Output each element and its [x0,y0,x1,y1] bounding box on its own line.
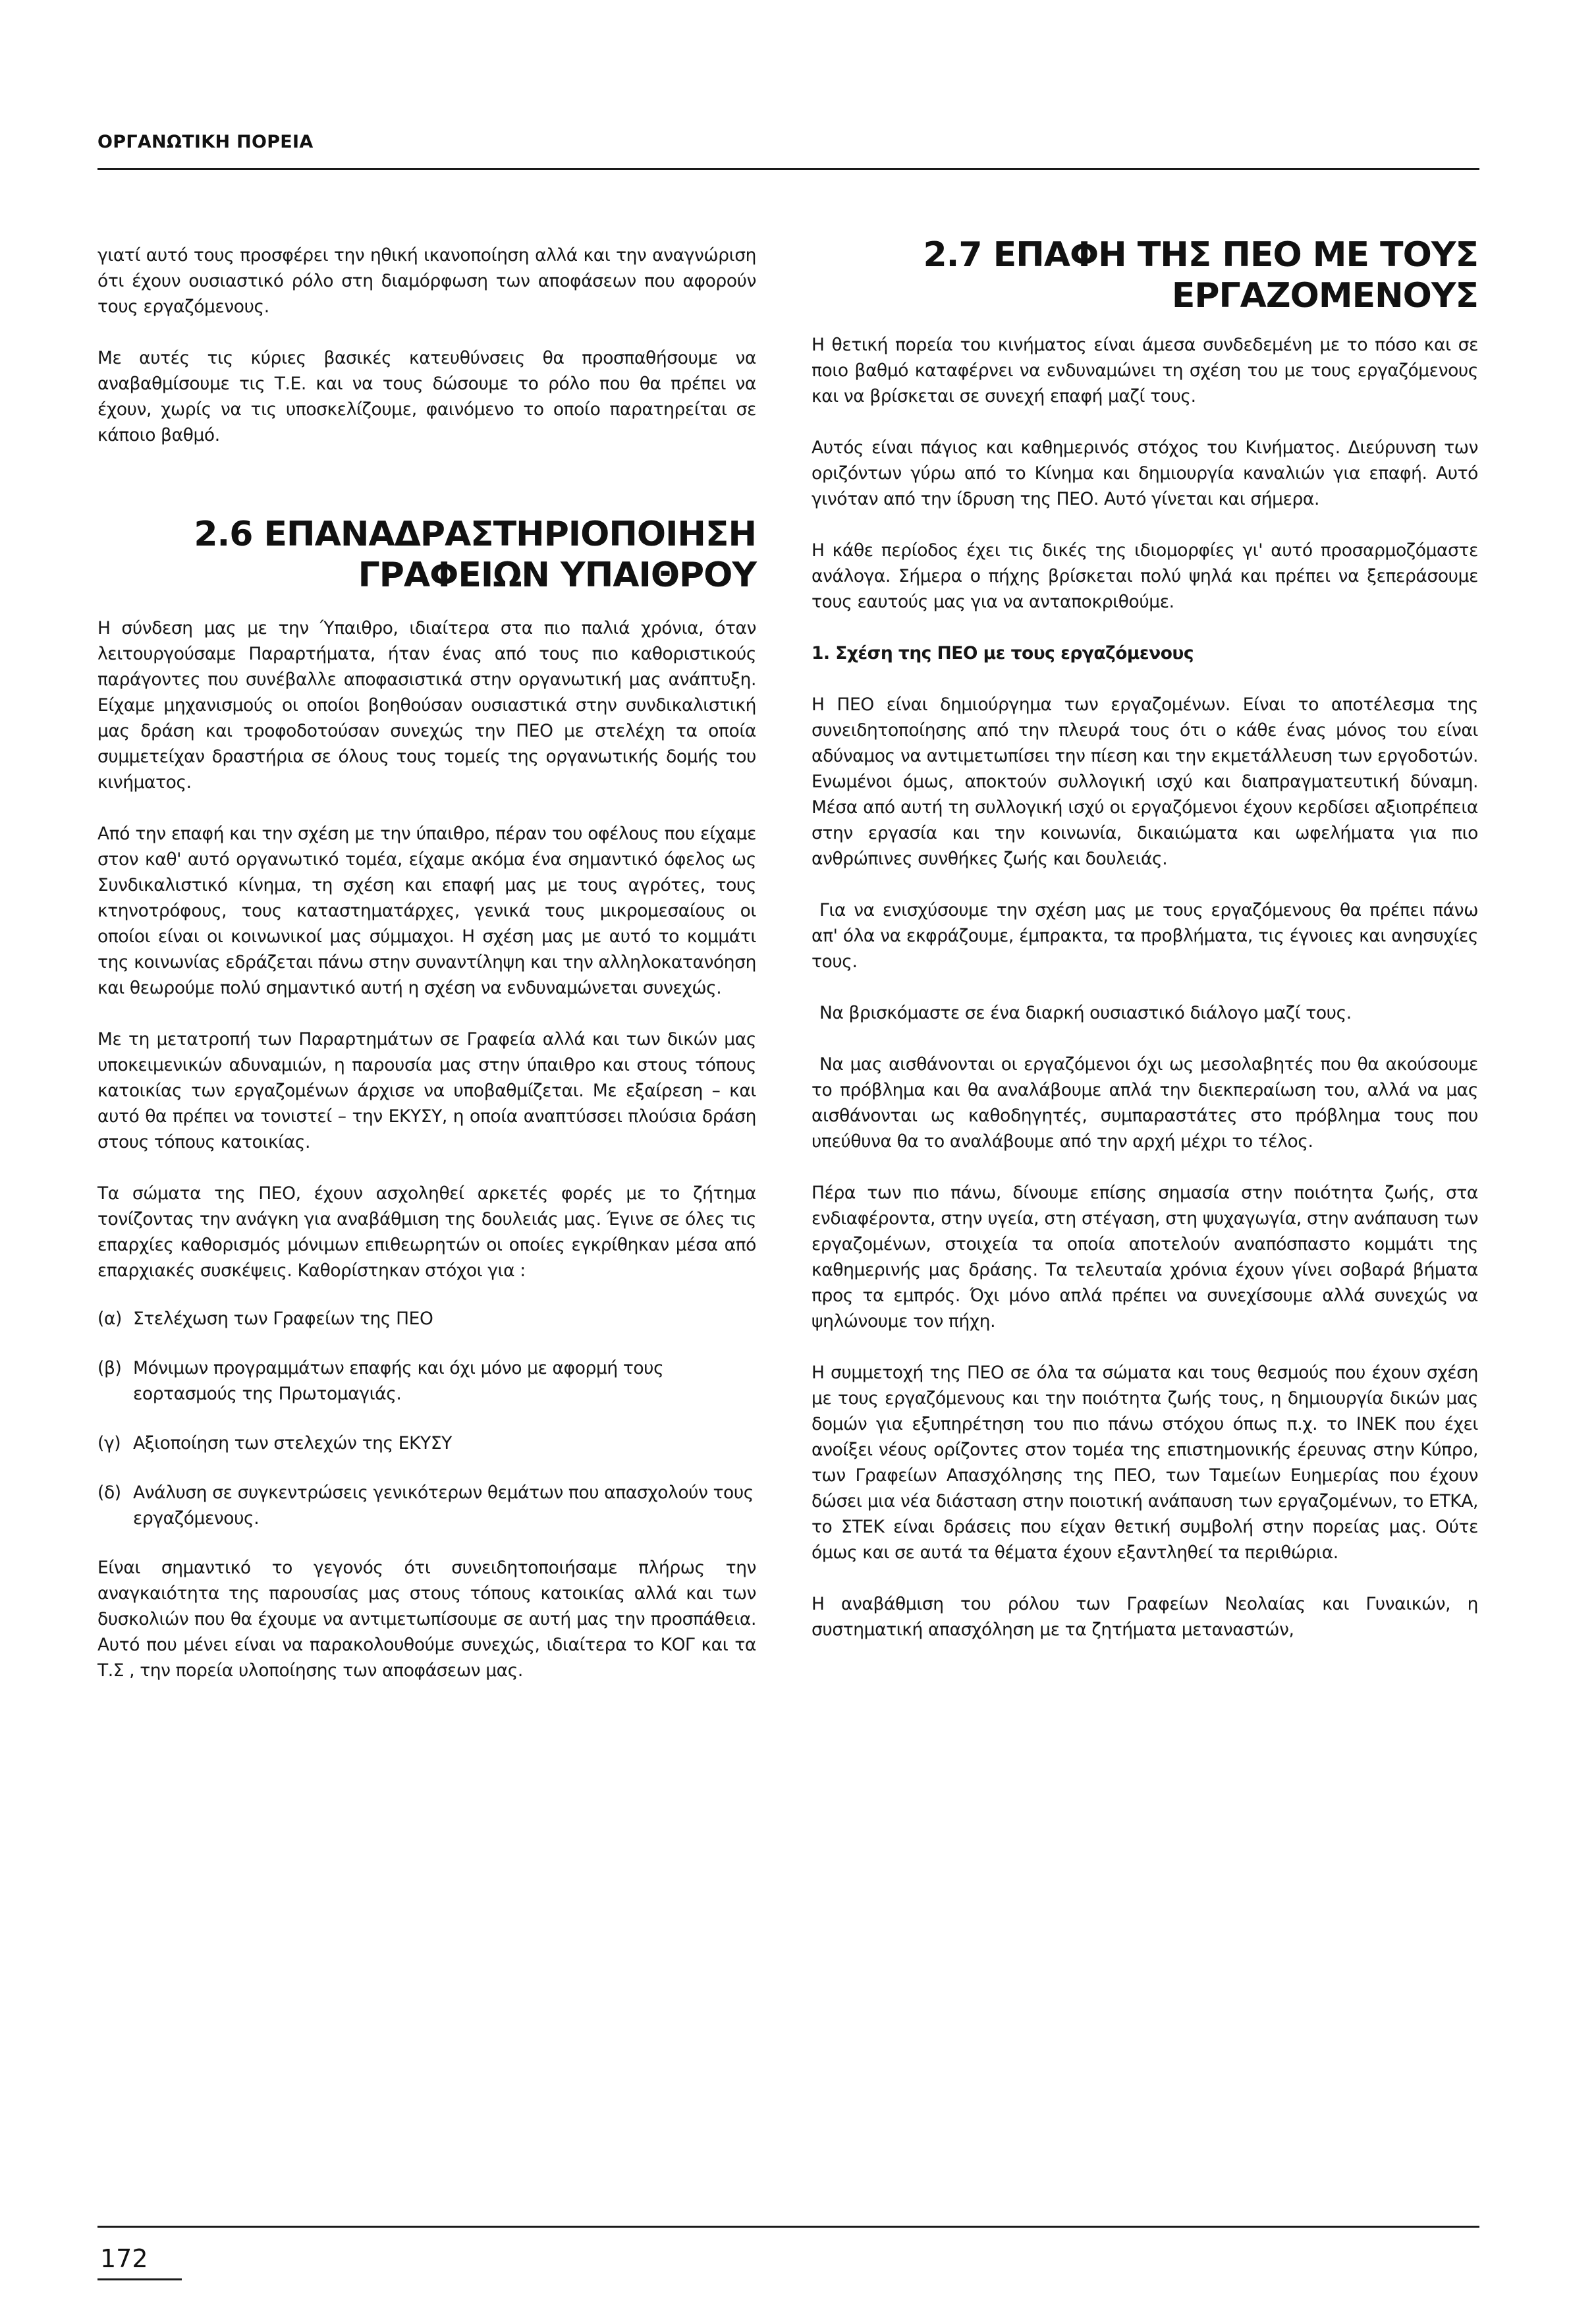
list-marker: (α) [97,1309,122,1329]
section-heading-line: 2.7 ΕΠΑΦΗ ΤΗΣ ΠΕΟ ΜΕ ΤΟΥΣ [923,235,1478,275]
list-marker: (γ) [97,1433,121,1453]
page-number: 172 [100,2244,148,2273]
section-heading-line: 2.6 ΕΠΑΝΑΔΡΑΣΤΗΡΙΟΠΟΙΗΣΗ [194,515,756,554]
list-item-text: Ανάλυση σε συγκεντρώσεις γενικότερων θεμάτων που απασχολούν τους εργαζόμενους. [133,1482,754,1529]
paragraph: Η κάθε περίοδος έχει τις δικές της ιδιομορφίες γι' αυτό προσαρμοζόμαστε ανάλογα. Σήμερα ο πήχης βρίσκεται πολύ ψηλά και πρέπει να ξεπεράσουμε τους εαυτούς μας για να ανταποκριθούμε. [812,540,1478,612]
list-marker: (δ) [97,1482,121,1503]
paragraph: Για να ενισχύσουμε την σχέση μας με τους εργαζόμενους θα πρέπει πάνω απ' όλα να εκφράζουμε, έμπρακτα, τα προβλήματα, τις έγνοιες και ανησυχίες τους. [812,900,1478,972]
paragraph: Αυτός είναι πάγιος και καθημερινός στόχος του Κινήματος. Διεύρυνση των οριζόντων γύρω από το Κίνημα και δημιουργία καναλιών για επαφή. Αυτό γινόταν από την ίδρυση της ΠΕΟ. Αυτό γίνεται και σήμερα. [812,437,1478,509]
running-header: ΟΡΓΑΝΩΤΙΚΗ ΠΟΡΕΙΑ [97,132,314,152]
list-item-text: Μόνιμων προγραμμάτων επαφής και όχι μόνο με αφορμή τους εορτασμούς της Πρωτομαγιάς. [133,1358,664,1404]
paragraph: Από την επαφή και την σχέση με την ύπαιθρο, πέραν του οφέλους που είχαμε στον καθ' αυτό οργανωτικό τομέα, είχαμε ακόμα ένα σημαντικό όφελος ως Συνδικαλιστικό κίνημα, τη σχέση και επαφή μας με τους αγρότες, τους κτηνοτρόφους, τους καταστηματάρχες, γενικά τους μικρομεσαίους οι οποίοι είναι οι κοινωνικοί μας σύμμαχοι. Η σχέση μας με αυτό το κομμάτι της κοινωνίας εδράζεται πάνω στην συναντίληψη και την αλληλοκατανόηση και θεωρούμε πολύ σημαντικό αυτή η σχέση να ενδυναμώνεται συνεχώς. [97,824,756,998]
list-item [97,1306,756,1332]
paragraph: Η σύνδεση μας με την Ύπαιθρο, ιδιαίτερα στα πιο παλιά χρόνια, όταν λειτουργούσαμε Παραρτήματα, ήταν ένας από τους πιο καθοριστικούς παράγοντες που συνέβαλλε αποφασιστικά στην οργανωτική μας ανάπτυξη. Είχαμε μηχανισμούς οι οποίοι βοηθούσαν ουσιαστικά στην συνδικαλιστική μας δράση και τροφοδοτούσαν συνεχώς την ΠΕΟ με στελέχη τα οποία συμμετείχαν δραστήρια σε όλους τους τομείς της οργανωτικής δομής του κινήματος. [97,618,756,793]
paragraph: Να μας αισθάνονται οι εργαζόμενοι όχι ως μεσολαβητές που θα ακούσουμε το πρόβλημα και θα αναλάβουμε απλά την διεκπεραίωση του, αλλά να μας αισθάνονται ως καθοδηγητές, συμπαραστάτες στο πρόβλημα τους που υπεύθυνα θα το αναλάβουμε από την αρχή μέχρι το τέλος. [812,1054,1478,1152]
list-item [97,1480,756,1531]
left-column [97,242,756,1683]
footer-rule [97,2226,1479,2228]
paragraph: Η ΠΕΟ είναι δημιούργημα των εργαζομένων. Είναι το αποτέλεσμα της συνειδητοποίησης από την πλευρά τους ότι ο κάθε ένας μόνος του είναι αδύναμος να αντιμετωπίσει την πίεση και την εκμετάλλευση των εργοδοτών. Ενωμένοι όμως, αποκτούν συλλογική ισχύ και διαπραγματευτική δύναμη. Μέσα από αυτή τη συλλογική ισχύ οι εργαζόμενοι έχουν κερδίσει αξιοπρέπεια στην εργασία και την κοινωνία, δικαιώματα και ωφελήματα για πιο ανθρώπινες συνθήκες ζωής και δουλειάς. [812,694,1478,869]
right-column [812,235,1478,1643]
paragraph: γιατί αυτό τους προσφέρει την ηθική ικανοποίηση αλλά και την αναγνώριση ότι έχουν ουσιαστικό ρόλο στη διαμόρφωση των αποφάσεων που αφορούν τους εργαζόμενους. [97,245,756,317]
list-marker: (β) [97,1358,122,1378]
paragraph: Η αναβάθμιση του ρόλου των Γραφείων Νεολαίας και Γυναικών, η συστηματική απασχόληση με τα ζητήματα μεταναστών, [812,1594,1478,1640]
page-number-underline [97,2278,182,2280]
list-item [97,1430,756,1456]
paragraph: Με αυτές τις κύριες βασικές κατευθύνσεις θα προσπαθήσουμε να αναβαθμίσουμε τις Τ.Ε. και να τους δώσουμε το ρόλο που θα πρέπει να έχουν, χωρίς να τις υποσκελίζουμε, φαινόμενο το οποίο παρατηρείται σε κάποιο βαθμό. [97,348,756,445]
list-item-text: Αξιοποίηση των στελεχών της ΕΚΥΣΥ [133,1433,452,1453]
paragraph: Η θετική πορεία του κινήματος είναι άμεσα συνδεδεμένη με το πόσο και σε ποιο βαθμό καταφέρνει να ενδυναμώνει τη σχέση του με τους εργαζόμενους και να βρίσκεται σε συνεχή επαφή μαζί τους. [812,335,1478,407]
header-rule [97,168,1479,170]
section-heading-2-6 [97,514,756,596]
paragraph: Πέρα των πιο πάνω, δίνουμε επίσης σημασία στην ποιότητα ζωής, στα ενδιαφέροντα, στην υγεία, στη στέγαση, στη ψυχαγωγία, στην ανάπαυση των εργαζομένων, στοιχεία τα οποία αποτελούν αναπόσπαστο κομμάτι της καθημερινής μας δράσης. Τα τελευταία χρόνια έχουν γίνει σοβαρά βήματα προς τα εμπρός. Όχι μόνο απλά πρέπει να συνεχίσουμε αλλά συνεχώς να ψηλώνουμε τον πήχη. [812,1183,1478,1332]
section-heading-line: ΕΡΓΑΖΟΜΕΝΟΥΣ [1171,276,1478,316]
list-item-text: Στελέχωση των Γραφείων της ΠΕΟ [133,1309,433,1329]
list-item [97,1355,756,1407]
paragraph: Με τη μετατροπή των Παραρτημάτων σε Γραφεία αλλά και των δικών μας υποκειμενικών αδυναμιών, η παρουσία μας στην ύπαιθρο και στους τόπους κατοικίας των εργαζομένων άρχισε να υποβαθμίζεται. Με εξαίρεση – και αυτό θα πρέπει να τονιστεί – την ΕΚΥΣΥ, η οποία αναπτύσσει πλούσια δράση στους τόπους κατοικίας. [97,1029,756,1152]
paragraph: Η συμμετοχή της ΠΕΟ σε όλα τα σώματα και τους θεσμούς που έχουν σχέση με τους εργαζόμενους και την ποιότητα ζωής τους, η δημιουργία δικών μας δομών για εξυπηρέτηση του πιο πάνω στόχου όπως π.χ. το ΙΝΕΚ που έχει ανοίξει νέους ορίζοντες στον τομέα της επιστημονικής έρευνας στην Κύπρο, των Γραφείων Απασχόλησης της ΠΕΟ, των Ταμείων Ευημερίας που έχουν δώσει μια νέα διάσταση στην ποιοτική ανάπαυση των εργαζομένων, το ΕΤΚΑ, το ΣΤΕΚ είναι δράσεις που είχαν θετική συμβολή στην πορείας μας. Ούτε όμως και σε αυτά τα θέματα έχουν εξαντληθεί τα περιθώρια. [812,1363,1478,1563]
goals-list [97,1306,756,1531]
section-heading-2-7 [812,235,1478,316]
paragraph: Είναι σημαντικό το γεγονός ότι συνειδητοποιήσαμε πλήρως την αναγκαιότητα της παρουσίας μας στους τόπους κατοικίας αλλά και των δυσκολιών που θα έχουμε να αντιμετωπίσουμε σε αυτή μας την προσπάθεια. Αυτό που μένει είναι να παρακολουθούμε συνεχώς, ιδιαίτερα το ΚΟΓ και τα Τ.Σ , την πορεία υλοποίησης των αποφάσεων μας. [97,1558,756,1681]
paragraph: Να βρισκόμαστε σε ένα διαρκή ουσιαστικό διάλογο μαζί τους. [819,1003,1352,1023]
subsection-heading: 1. Σχέση της ΠΕΟ με τους εργαζόμενους [812,643,1194,663]
paragraph: Τα σώματα της ΠΕΟ, έχουν ασχοληθεί αρκετές φορές με το ζήτημα τονίζοντας την ανάγκη για αναβάθμιση της δουλειάς μας. Έγινε σε όλες τις επαρχίες καθορισμός μόνιμων επιθεωρητών οι οποίες εγκρίθηκαν μέσα από επαρχιακές συσκέψεις. Καθορίστηκαν στόχοι για : [97,1183,756,1281]
section-heading-line: ΓΡΑΦΕΙΩΝ ΥΠΑΙΘΡΟΥ [358,555,756,595]
